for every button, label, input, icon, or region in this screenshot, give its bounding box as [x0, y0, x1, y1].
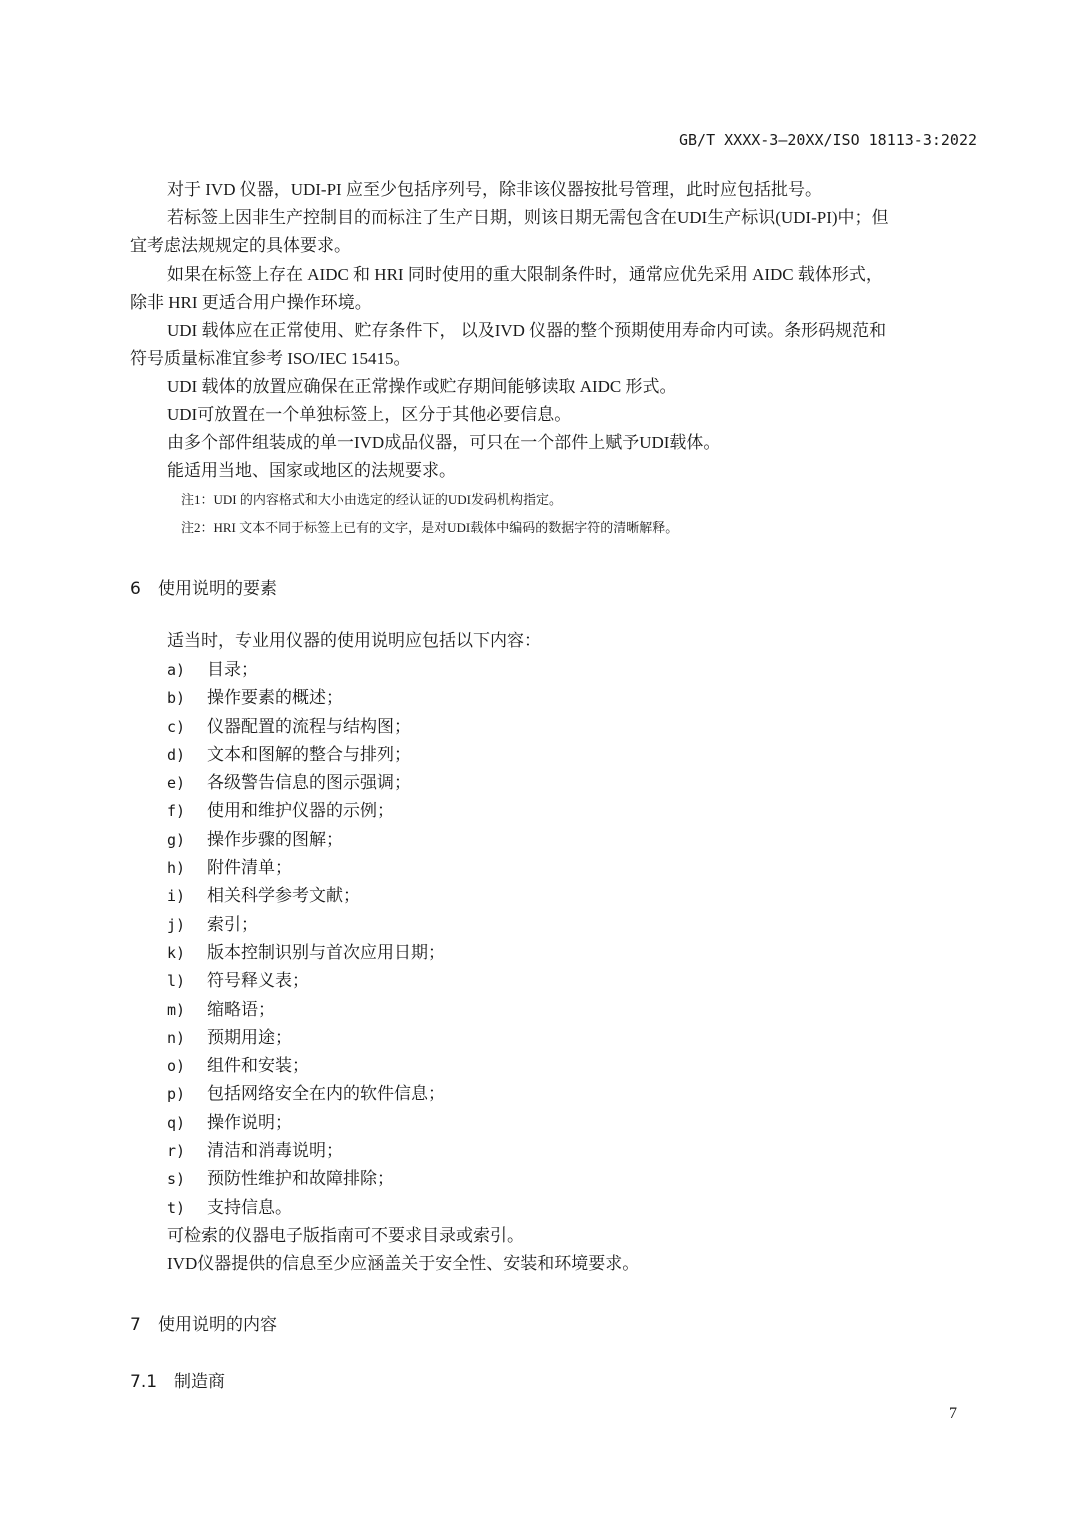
list-item-text: 缩略语； [207, 999, 275, 1019]
paragraph: 若标签上因非生产控制目的而标注了生产日期，则该日期无需包含在UDI生产标识(UDI-PI)中；但 [167, 208, 889, 227]
list-item-label: g) [167, 830, 186, 849]
list-item-text: 仪器配置的流程与结构图； [207, 716, 411, 736]
list-item-text: 预期用途； [207, 1027, 292, 1047]
list-item-label: f) [167, 802, 186, 821]
list-item [167, 1109, 445, 1137]
list-item [167, 1052, 445, 1080]
list-item [167, 656, 445, 684]
list-item-label: p) [167, 1085, 186, 1104]
subsection-heading-7-1 [130, 1367, 225, 1392]
list-item-label: o) [167, 1057, 186, 1076]
list-item [167, 996, 445, 1024]
list-item-label: n) [167, 1028, 186, 1047]
list-item-label: q) [167, 1113, 186, 1132]
list-item [167, 1137, 445, 1165]
list-item [167, 1024, 445, 1052]
list-item [167, 911, 445, 939]
list-item [167, 741, 445, 769]
section-intro: 适当时，专业用仪器的使用说明应包括以下内容： [167, 631, 541, 650]
list-item-text: 文本和图解的整合与排列； [207, 744, 411, 764]
list-item-label: k) [167, 943, 186, 962]
paragraph: UDI可放置在一个单独标签上，区分于其他必要信息。 [167, 405, 572, 424]
list-item-text: 使用和维护仪器的示例； [207, 801, 394, 821]
list-item-text: 包括网络安全在内的软件信息； [207, 1084, 445, 1104]
section-title: 使用说明的要素 [158, 579, 277, 599]
paragraph: UDI 载体的放置应确保在正常操作或贮存期间能够读取 AIDC 形式。 [167, 377, 677, 396]
list-item-label: c) [167, 717, 186, 736]
list-item-label: l) [167, 972, 186, 991]
list-item-text: 版本控制识别与首次应用日期； [207, 942, 445, 962]
list-item-label: i) [167, 887, 186, 906]
section-heading-7 [130, 1310, 277, 1335]
paragraph: 可检索的仪器电子版指南可不要求目录或索引。 [167, 1226, 524, 1245]
note: 注2：HRI 文本不同于标签上已有的文字，是对UDI载体中编码的数据字符的清晰解释。 [181, 520, 679, 535]
list-item [167, 769, 445, 797]
section-number: 7 [130, 1315, 141, 1335]
page-number: 7 [949, 1405, 957, 1422]
list-item-text: 清洁和消毒说明； [207, 1141, 343, 1161]
list-item [167, 882, 445, 910]
section-number: 7.1 [130, 1372, 158, 1392]
section-title: 制造商 [174, 1372, 225, 1392]
contents-list [167, 656, 445, 1222]
list-item-text: 相关科学参考文献； [207, 886, 360, 906]
list-item-text: 操作步骤的图解； [207, 829, 343, 849]
paragraph: 能适用当地、国家或地区的法规要求。 [167, 461, 456, 480]
list-item-text: 预防性维护和故障排除； [207, 1169, 394, 1189]
list-item-label: j) [167, 915, 186, 934]
list-item [167, 967, 445, 995]
list-item-text: 支持信息。 [207, 1197, 292, 1217]
paragraph: 如果在标签上存在 AIDC 和 HRI 同时使用的重大限制条件时，通常应优先采用 AIDC 载体形式， [167, 265, 883, 284]
list-item [167, 826, 445, 854]
list-item [167, 684, 445, 712]
list-item-text: 索引； [207, 914, 258, 934]
list-item [167, 797, 445, 825]
list-item-text: 附件清单； [207, 858, 292, 878]
section-number: 6 [130, 579, 141, 599]
list-item [167, 1165, 445, 1193]
paragraph: 由多个部件组装成的单一IVD成品仪器，可只在一个部件上赋予UDI载体。 [167, 433, 721, 452]
list-item [167, 1080, 445, 1108]
list-item-label: h) [167, 859, 186, 878]
list-item [167, 713, 445, 741]
list-item-text: 符号释义表； [207, 971, 309, 991]
list-item-label: a) [167, 661, 186, 679]
list-item [167, 1194, 445, 1222]
list-item-label: r) [167, 1142, 186, 1161]
document-header: GB/T XXXX-3—20XX/ISO 18113-3:2022 [678, 131, 977, 149]
list-item-text: 各级警告信息的图示强调； [207, 773, 411, 793]
paragraph: UDI 载体应在正常使用、贮存条件下， 以及IVD 仪器的整个预期使用寿命内可读。条形码规范和 [167, 321, 887, 340]
paragraph-continuation: 除非 HRI 更适合用户操作环境。 [130, 293, 372, 312]
list-item-text: 组件和安装； [207, 1056, 309, 1076]
paragraph: 对于 IVD 仪器，UDI-PI 应至少包括序列号，除非该仪器按批号管理，此时应包括批号。 [167, 180, 822, 199]
paragraph-continuation: 符号质量标准宜参考 ISO/IEC 15415。 [130, 349, 411, 368]
section-heading-6 [130, 574, 277, 599]
list-item-text: 操作要素的概述； [207, 688, 343, 708]
paragraph-continuation: 宜考虑法规规定的具体要求。 [130, 236, 351, 255]
list-item [167, 939, 445, 967]
list-item-label: t) [167, 1198, 186, 1217]
paragraph: IVD仪器提供的信息至少应涵盖关于安全性、安装和环境要求。 [167, 1254, 640, 1273]
section-title: 使用说明的内容 [158, 1315, 277, 1335]
list-item-text: 操作说明； [207, 1112, 292, 1132]
list-item-label: b) [167, 689, 186, 708]
list-item-label: m) [167, 1000, 186, 1019]
list-item-label: e) [167, 774, 186, 793]
list-item-label: s) [167, 1170, 186, 1189]
note: 注1：UDI 的内容格式和大小由选定的经认证的UDI发码机构指定。 [181, 492, 562, 507]
list-item-label: d) [167, 745, 186, 764]
list-item [167, 854, 445, 882]
list-item-text: 目录； [207, 660, 258, 679]
